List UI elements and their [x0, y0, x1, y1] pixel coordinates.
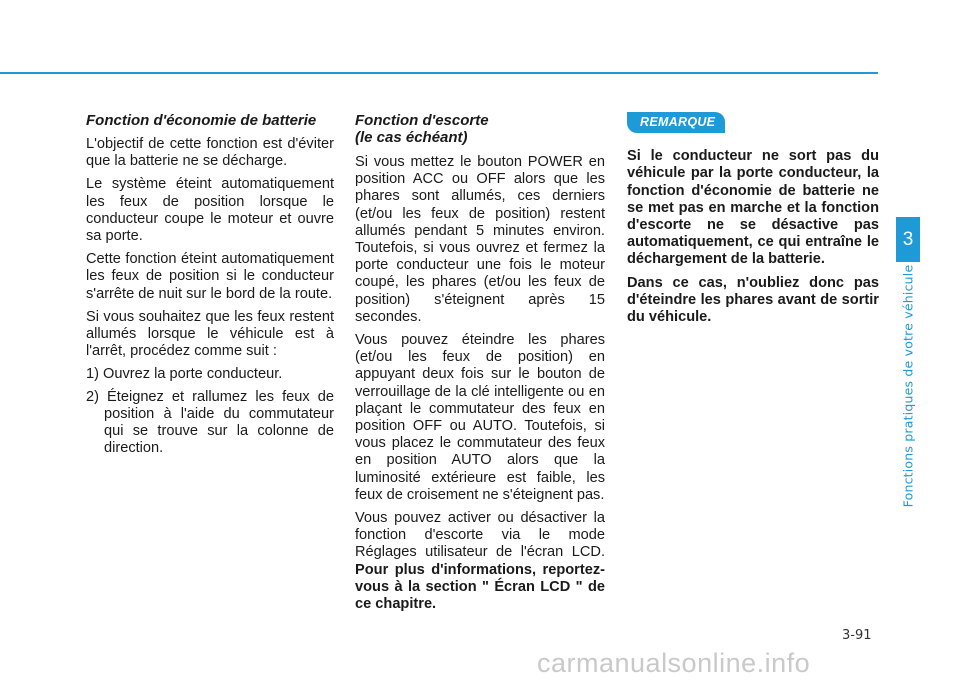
page-number: 3-91 — [842, 628, 872, 643]
remark-paragraph: Dans ce cas, n'oubliez donc pas d'éteindre les phares avant de sortir du véhicule. — [627, 274, 879, 326]
chapter-title: Fonctions pratiques de votre véhicule — [900, 264, 916, 508]
battery-saver-heading: Fonction d'économie de batterie — [86, 112, 317, 129]
battery-saver-paragraph: Cette fonction éteint automatiquement les feux de position si le conducteur s'arrête de nuit sur le bord de la route. — [86, 251, 334, 302]
header-rule — [0, 72, 878, 74]
chapter-number: 3 — [902, 228, 914, 250]
escort-heading — [355, 112, 605, 146]
escort-paragraph: Vous pouvez éteindre les phares (et/ou les feux de position) en appuyant deux fois sur le bouton de verrouillage de la clé intelligente ou en plaçant le commutateur des feux en position OFF ou AUTO. Toutefois, si vous placez le commutateur des feux en position AUTO alors que la luminosité extérieure est faible, les feux de croisement ne s'éteignent pas. — [355, 332, 605, 503]
escort-heading-title: Fonction d'escorte — [355, 112, 489, 129]
battery-saver-step: 2) Éteignez et rallumez les feux de position à l'aide du commutateur qui se trouve sur la colonne de direction. — [86, 388, 334, 457]
escort-paragraph — [355, 510, 605, 613]
escort-reference-note: Pour plus d'informations, reportez-vous à la section " Écran LCD " de ce chapitre. — [355, 561, 605, 613]
remark-paragraph: Si le conducteur ne sort pas du véhicule par la porte conducteur, la fonction d'économie de batterie ne se met pas en marche et la fonction d'escorte ne se désactive pas automatiquement, ce qui entraîne le déchargement de la batterie. — [627, 148, 879, 268]
remark-badge: REMARQUE — [627, 112, 725, 133]
escort-heading-qualifier: (le cas échéant) — [355, 129, 468, 146]
column-escort — [355, 112, 605, 613]
escort-paragraph: Si vous mettez le bouton POWER en position ACC ou OFF alors que les phares sont allumés, ces derniers (et/ou les feux de position) restent allumés pendant 5 minutes environ. Toutefois, si vous ouvrez et fermez la porte conducteur une fois le moteur coupé, les phares (et/ou les feux de position) s'éteignent après 15 secondes. — [355, 154, 605, 325]
column-battery-saver — [86, 112, 334, 462]
escort-lcd-text: Vous pouvez activer ou désactiver la fonction d'escorte via le mode Réglages utilisateur de l'écran LCD. — [355, 510, 605, 561]
battery-saver-step: 1) Ouvrez la porte conducteur. — [86, 366, 283, 383]
battery-saver-paragraph: L'objectif de cette fonction est d'éviter que la batterie ne se décharge. — [86, 136, 334, 170]
column-remark — [627, 112, 879, 332]
battery-saver-paragraph: Si vous souhaitez que les feux restent allumés lorsque le véhicule est à l'arrêt, procédez comme suit : — [86, 308, 334, 360]
watermark: carmanualsonline.info — [537, 648, 811, 678]
chapter-tab — [896, 217, 920, 262]
battery-saver-paragraph: Le système éteint automatiquement les feux de position lorsque le conducteur coupe le moteur et ouvre sa porte. — [86, 176, 334, 245]
